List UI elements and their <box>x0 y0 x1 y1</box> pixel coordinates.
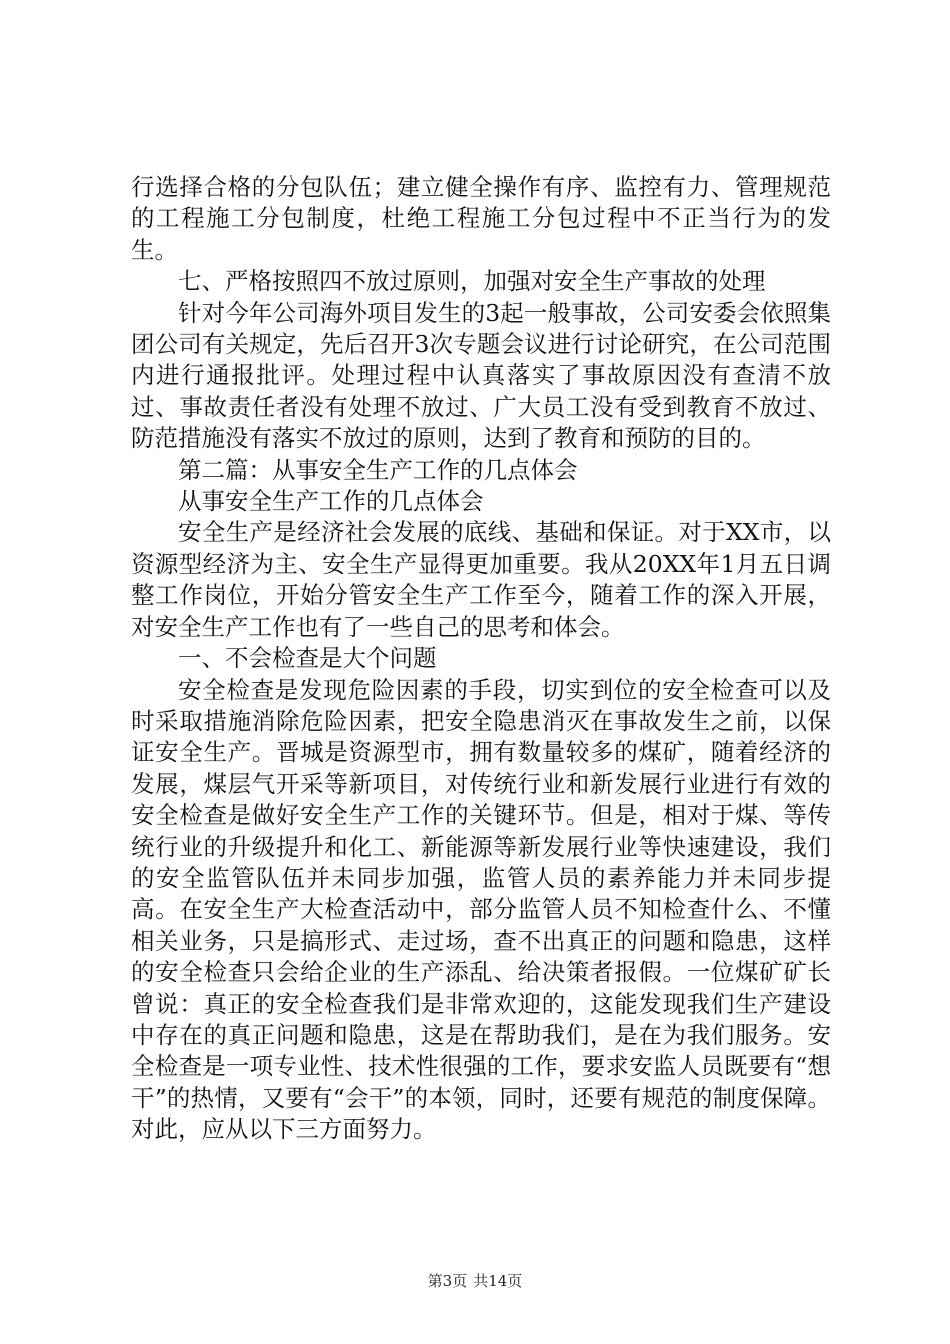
article-title: 从事安全生产工作的几点体会 <box>178 487 484 516</box>
paragraph-accident-handling: 针对今年公司海外项目发生的3起一般事故，公司安委会依照集团公司有关规定，先后召开3次专题会议进行讨论研究，在公司范围内进行通报批评。处理过程中认真落实了事故原因没有查清不放过、事故责任者没有处理不放过、广大员工没有受到教育不放过、防范措施没有落实不放过的原则，达到了教育和预防的目的。 <box>131 298 831 453</box>
section-heading-seven: 七、严格按照四不放过原则，加强对安全生产事故的处理 <box>178 267 766 296</box>
section-heading-one: 一、不会检查是大个问题 <box>178 644 437 673</box>
chapter-heading: 第二篇：从事安全生产工作的几点体会 <box>178 455 578 484</box>
paragraph-introduction: 安全生产是经济社会发展的底线、基础和保证。对于XX市，以资源型经济为主、安全生产显得更加重要。我从20XX年1月五日调整工作岗位，开始分管安全生产工作至今，随着工作的深入开展，对安全生产工作也有了一些自己的思考和体会。 <box>131 518 831 641</box>
paragraph-safety-inspection: 安全检查是发现危险因素的手段，切实到位的安全检查可以及时采取措施消除危险因素，把安全隐患消灭在事故发生之前，以保证安全生产。晋城是资源型市，拥有数量较多的煤矿，随着经济的发展，煤层气开采等新项目，对传统行业和新发展行业进行有效的安全检查是做好安全生产工作的关键环节。但是，相对于煤、等传统行业的升级提升和化工、新能源等新发展行业等快速建设，我们的安全监管队伍并未同步加强，监管人员的素养能力并未同步提高。在安全生产大检查活动中，部分监管人员不知检查什么、不懂相关业务，只是搞形式、走过场，查不出真正的问题和隐患，这样的安全检查只会给企业的生产添乱、给决策者报假。一位煤矿矿长曾说：真正的安全检查我们是非常欢迎的，这能发现我们生产建设中存在的真正问题和隐患，这是在帮助我们，是在为我们服务。安全检查是一项专业性、技术性很强的工作，要求安监人员既要有“想干”的热情，又要有“会干”的本领，同时，还要有规范的制度保障。对此，应从以下三方面努力。 <box>131 675 831 1144</box>
page-footer <box>0 1271 950 1291</box>
paragraph-continuation: 行选择合格的分包队伍；建立健全操作有序、监控有力、管理规范的工程施工分包制度，杜绝工程施工分包过程中不正当行为的发生。 <box>131 173 831 264</box>
page-total: 共14页 <box>473 1272 523 1290</box>
page-number: 第3页 <box>427 1272 468 1290</box>
document-body <box>131 172 831 1146</box>
